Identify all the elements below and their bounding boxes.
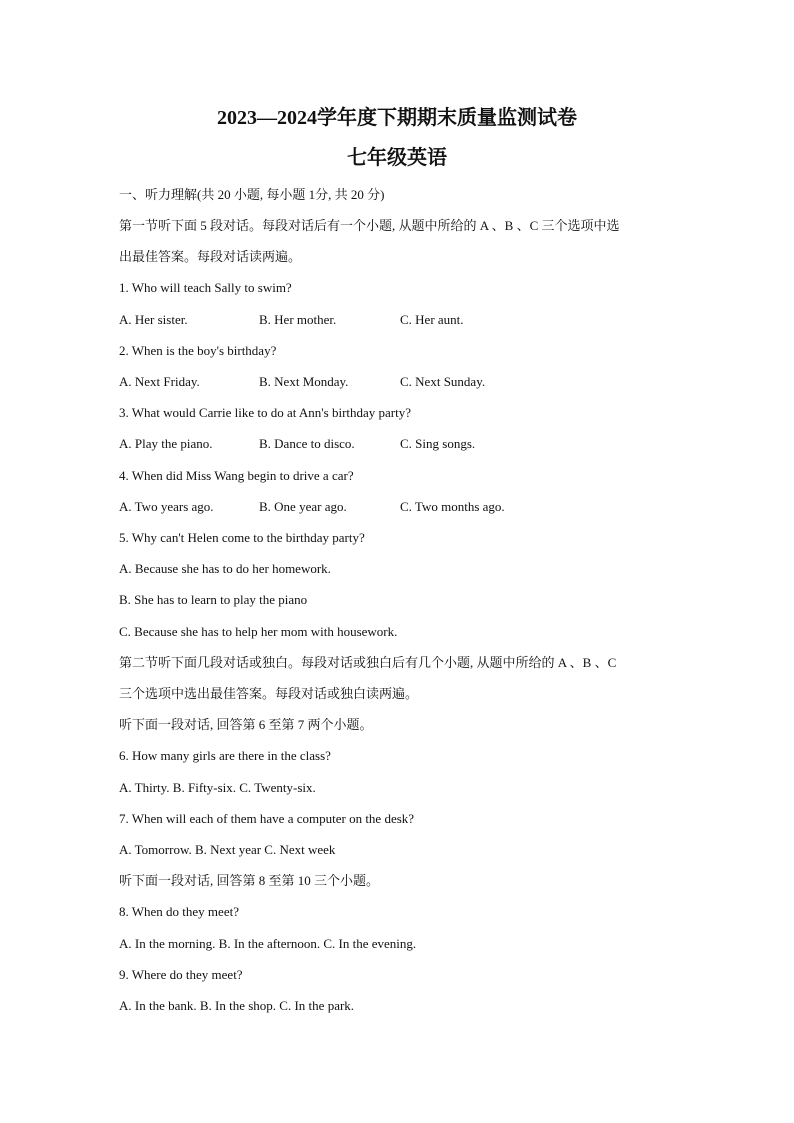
- question-9-options: A. In the bank. B. In the shop. C. In the park.: [119, 998, 355, 1013]
- question-1-option-a: A. Her sister.: [119, 312, 188, 327]
- question-1-stem: 1. Who will teach Sally to swim?: [119, 280, 292, 295]
- exam-subtitle: 七年级英语: [347, 147, 447, 169]
- question-3-stem: 3. What would Carrie like to do at Ann's birthday party?: [119, 405, 412, 420]
- question-2-option-b: B. Next Monday.: [259, 374, 349, 389]
- part2-instruction-line2: 三个选项中选出最佳答案。每段对话或独白读两遍。: [119, 686, 419, 701]
- question-1-option-c: C. Her aunt.: [400, 312, 464, 327]
- part2-instruction-line1: 第二节听下面几段对话或独白。每段对话或独白后有几个小题, 从题中所给的 A 、B 、C: [119, 655, 617, 670]
- question-2-stem: 2. When is the boy's birthday?: [119, 343, 277, 358]
- question-3-option-b: B. Dance to disco.: [259, 436, 355, 451]
- question-2-option-c: C. Next Sunday.: [400, 374, 486, 389]
- question-3-option-c: C. Sing songs.: [400, 436, 476, 451]
- question-1-option-b: B. Her mother.: [259, 312, 337, 327]
- question-3-option-a: A. Play the piano.: [119, 436, 213, 451]
- question-4-option-b: B. One year ago.: [259, 499, 347, 514]
- question-5-option-c: C. Because she has to help her mom with housework.: [119, 624, 398, 639]
- question-4-option-a: A. Two years ago.: [119, 499, 214, 514]
- part1-instruction-line2: 出最佳答案。每段对话读两遍。: [119, 249, 302, 264]
- question-5-option-a: A. Because she has to do her homework.: [119, 561, 331, 576]
- question-4-stem: 4. When did Miss Wang begin to drive a car?: [119, 468, 354, 483]
- question-9-stem: 9. Where do they meet?: [119, 967, 243, 982]
- part1-instruction-line1: 第一节听下面 5 段对话。每段对话后有一个小题, 从题中所给的 A 、B 、C 三个选项中选: [119, 218, 620, 233]
- section-heading: 一、听力理解(共 20 小题, 每小题 1分, 共 20 分): [119, 187, 385, 202]
- question-4-option-c: C. Two months ago.: [400, 499, 505, 514]
- question-5-option-b: B. She has to learn to play the piano: [119, 592, 308, 607]
- question-2-option-a: A. Next Friday.: [119, 374, 200, 389]
- dialogue-intro-6-7: 听下面一段对话, 回答第 6 至第 7 两个小题。: [119, 717, 373, 732]
- question-5-stem: 5. Why can't Helen come to the birthday party?: [119, 530, 365, 545]
- question-6-stem: 6. How many girls are there in the class?: [119, 748, 331, 763]
- question-8-options: A. In the morning. B. In the afternoon. C. In the evening.: [119, 936, 417, 951]
- dialogue-intro-8-10: 听下面一段对话, 回答第 8 至第 10 三个小题。: [119, 873, 380, 888]
- question-7-options: A. Tomorrow. B. Next year C. Next week: [119, 842, 336, 857]
- question-8-stem: 8. When do they meet?: [119, 904, 239, 919]
- question-6-options: A. Thirty. B. Fifty-six. C. Twenty-six.: [119, 780, 316, 795]
- question-7-stem: 7. When will each of them have a computer on the desk?: [119, 811, 415, 826]
- exam-title: 2023—2024学年度下期期末质量监测试卷: [217, 107, 577, 129]
